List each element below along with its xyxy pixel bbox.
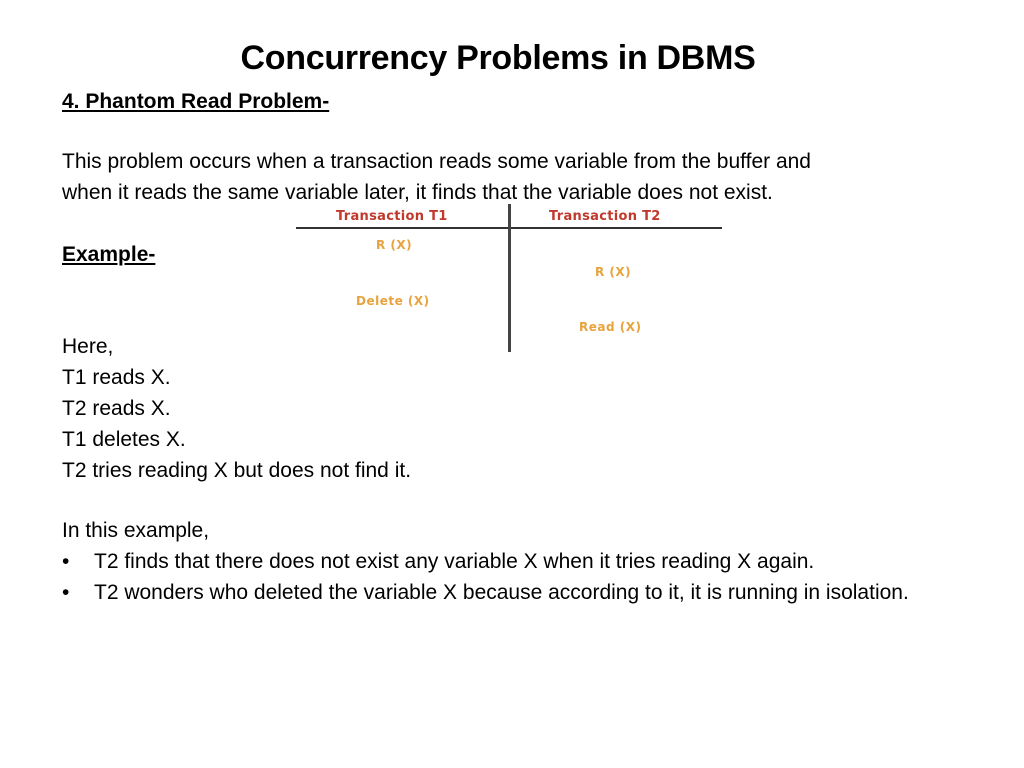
summary-bullet-text: T2 wonders who deleted the variable X because according to it, it is running in isolation. xyxy=(94,581,909,604)
schedule-op-t2-read: R (X) xyxy=(595,265,632,279)
example-heading: Example- xyxy=(62,243,156,266)
slide-title: Concurrency Problems in DBMS xyxy=(240,39,756,77)
bullet-marker: • xyxy=(62,550,70,573)
explanation-line: T2 tries reading X but does not find it. xyxy=(62,459,412,482)
schedule-column-divider xyxy=(508,204,511,352)
summary-bullet-text: T2 finds that there does not exist any variable X when it tries reading X again. xyxy=(94,550,815,573)
example-explanation xyxy=(62,331,411,486)
explanation-line: T2 reads X. xyxy=(62,397,171,420)
schedule-header-t1: Transaction T1 xyxy=(336,209,448,224)
bullet-marker: • xyxy=(62,581,70,604)
explanation-line: T1 reads X. xyxy=(62,366,171,389)
schedule-op-t1-read: R (X) xyxy=(376,238,413,252)
schedule-op-t2-read-again: Read (X) xyxy=(579,320,642,334)
problem-description xyxy=(62,146,811,208)
schedule-header-t2: Transaction T2 xyxy=(549,209,661,224)
explanation-line: T1 deletes X. xyxy=(62,428,186,451)
explanation-line: Here, xyxy=(62,335,114,358)
summary-bullet-list xyxy=(62,546,964,608)
summary-bullet xyxy=(62,546,964,577)
schedule-op-t1-delete: Delete (X) xyxy=(356,294,430,308)
summary-intro: In this example, xyxy=(62,519,210,542)
section-heading: 4. Phantom Read Problem- xyxy=(62,90,330,113)
description-line: when it reads the same variable later, it finds that the variable does not exist. xyxy=(62,181,773,204)
summary-bullet xyxy=(62,577,964,608)
transaction-schedule-diagram xyxy=(296,204,724,352)
summary-section xyxy=(62,515,964,608)
description-line: This problem occurs when a transaction reads some variable from the buffer and xyxy=(62,150,811,173)
